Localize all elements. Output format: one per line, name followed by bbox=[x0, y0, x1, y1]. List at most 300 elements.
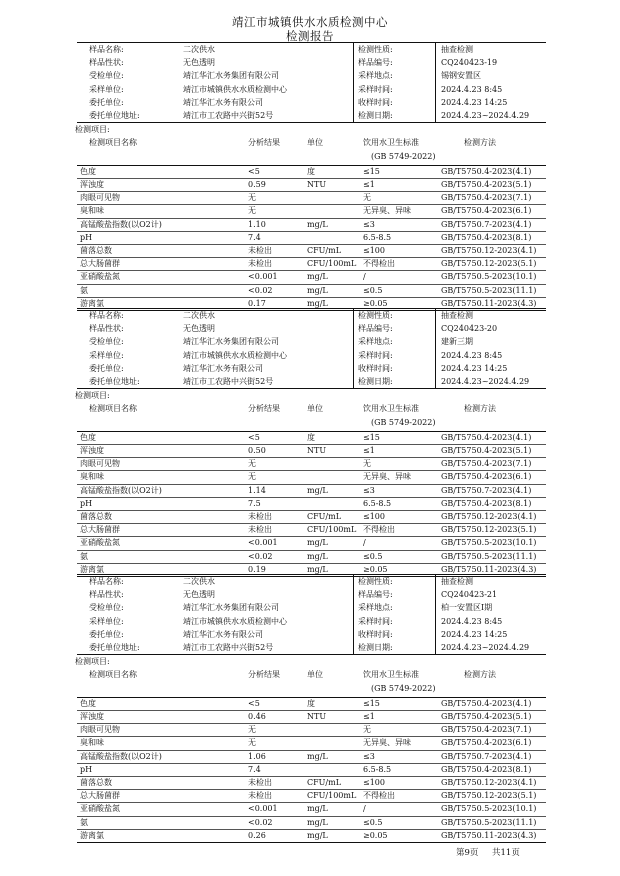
page-total: 共11页 bbox=[492, 848, 520, 858]
info-value-sampling-location: 柏一安置区Ⅰ期 bbox=[441, 603, 493, 613]
item-standard: ≤15 bbox=[363, 432, 380, 442]
item-unit: mg/L bbox=[307, 298, 328, 308]
item-result: <0.001 bbox=[248, 804, 278, 814]
item-method: GB/T5750.4-2023(7.1) bbox=[441, 459, 532, 469]
info-value-sampling-time: 2024.4.23 8:45 bbox=[441, 84, 503, 94]
item-name: 肉眼可见物 bbox=[80, 725, 120, 735]
item-standard: ≤15 bbox=[363, 166, 380, 176]
item-name: 高锰酸盐指数(以O2计) bbox=[80, 219, 162, 229]
item-name: 菌落总数 bbox=[80, 246, 112, 255]
result-row bbox=[77, 736, 546, 749]
item-name: 菌落总数 bbox=[80, 778, 112, 787]
page-number: 第9页 bbox=[456, 848, 479, 858]
item-name: 臭和味 bbox=[80, 206, 104, 216]
item-standard: 无异臭、异味 bbox=[363, 738, 411, 748]
info-label-test-date: 检测日期: bbox=[358, 643, 393, 652]
info-value-sample-state: 无色透明 bbox=[183, 590, 215, 600]
item-standard: 不得检出 bbox=[363, 525, 395, 535]
item-result: <5 bbox=[248, 166, 260, 176]
item-name: 浑浊度 bbox=[80, 712, 104, 721]
info-value-sample-no: CQ240423-19 bbox=[441, 58, 498, 68]
result-row bbox=[77, 191, 546, 204]
item-method: GB/T5750.11-2023(4.3) bbox=[441, 298, 537, 308]
item-standard: / bbox=[363, 538, 366, 548]
item-method: GB/T5750.4-2023(4.1) bbox=[441, 432, 532, 442]
result-row bbox=[77, 457, 546, 470]
item-unit: NTU bbox=[307, 446, 327, 455]
item-method: GB/T5750.4-2023(6.1) bbox=[441, 738, 532, 748]
info-row bbox=[77, 601, 546, 614]
item-standard: ≤100 bbox=[363, 246, 385, 255]
info-row bbox=[77, 83, 546, 96]
info-bottom-rule bbox=[77, 122, 546, 123]
item-standard: 6.5-8.5 bbox=[363, 764, 392, 774]
item-standard: ≤0.5 bbox=[363, 285, 383, 295]
item-method: GB/T5750.12-2023(5.1) bbox=[441, 259, 537, 269]
info-label-entrust-unit: 委托单位: bbox=[89, 629, 124, 639]
result-row bbox=[77, 816, 546, 829]
info-value-sample-no: CQ240423-20 bbox=[441, 324, 498, 334]
info-row bbox=[77, 375, 546, 388]
info-label-sampling-location: 采样地点: bbox=[358, 71, 393, 81]
info-label-receive-time: 收样时间: bbox=[358, 629, 393, 639]
item-unit: 度 bbox=[307, 698, 315, 708]
info-row bbox=[77, 309, 546, 322]
item-standard: ≤0.5 bbox=[363, 817, 383, 827]
header-standard-ref: (GB 5749-2022) bbox=[371, 151, 436, 161]
result-row bbox=[77, 284, 546, 297]
header-standard-ref: (GB 5749-2022) bbox=[371, 683, 436, 693]
info-label-entrust-address: 委托单位地址: bbox=[89, 377, 140, 386]
header-standard: 饮用水卫生标准 bbox=[363, 670, 419, 680]
info-value-sample-name: 二次供水 bbox=[183, 577, 215, 586]
info-label-sampling-unit: 采样单位: bbox=[89, 350, 124, 360]
info-value-client-unit: 靖江华汇水务集团有限公司 bbox=[183, 71, 279, 81]
info-value-test-nature: 抽查检测 bbox=[441, 311, 473, 320]
info-label-sampling-unit: 采样单位: bbox=[89, 84, 124, 94]
result-row bbox=[77, 710, 546, 723]
item-standard: 6.5-8.5 bbox=[363, 232, 392, 242]
item-method: GB/T5750.5-2023(11.1) bbox=[441, 285, 537, 295]
report-subtitle: 检测报告 bbox=[286, 29, 334, 43]
info-label-client-unit: 受检单位: bbox=[89, 337, 124, 347]
item-result: <5 bbox=[248, 432, 260, 442]
item-method: GB/T5750.5-2023(10.1) bbox=[441, 538, 537, 548]
item-name: pH bbox=[80, 764, 93, 774]
result-row bbox=[77, 697, 546, 710]
item-name: 浑浊度 bbox=[80, 180, 104, 189]
info-row bbox=[77, 43, 546, 56]
item-standard: 无 bbox=[363, 725, 371, 735]
item-unit: CFU/100mL bbox=[307, 525, 357, 535]
item-name: 游离氯 bbox=[80, 298, 104, 308]
item-name: pH bbox=[80, 232, 93, 242]
info-row bbox=[77, 628, 546, 641]
test-items-label: 检测项目: bbox=[75, 125, 110, 135]
item-result: 无 bbox=[248, 206, 256, 216]
item-unit: mg/L bbox=[307, 485, 328, 495]
item-name: 肉眼可见物 bbox=[80, 193, 120, 203]
item-standard: 无异臭、异味 bbox=[363, 206, 411, 216]
item-standard: 无 bbox=[363, 193, 371, 203]
sample-block bbox=[75, 574, 546, 840]
result-row bbox=[77, 204, 546, 217]
info-value-entrust-unit: 靖江华汇水务有限公司 bbox=[183, 363, 263, 373]
item-standard: ≤100 bbox=[363, 512, 385, 521]
header-standard: 饮用水卫生标准 bbox=[363, 404, 419, 414]
item-unit: mg/L bbox=[307, 804, 328, 814]
item-method: GB/T5750.4-2023(4.1) bbox=[441, 698, 532, 708]
item-name: pH bbox=[80, 498, 93, 508]
info-value-sample-no: CQ240423-21 bbox=[441, 590, 498, 600]
info-row bbox=[77, 109, 546, 122]
item-unit: mg/L bbox=[307, 830, 328, 840]
item-result: 1.14 bbox=[248, 485, 266, 495]
header-item-name: 检测项目名称 bbox=[89, 670, 137, 680]
item-result: 未检出 bbox=[248, 512, 272, 521]
test-items-label: 检测项目: bbox=[75, 391, 110, 401]
info-value-entrust-unit: 靖江华汇水务有限公司 bbox=[183, 97, 263, 107]
item-name: 臭和味 bbox=[80, 738, 104, 748]
item-unit: mg/L bbox=[307, 219, 328, 229]
item-name: 高锰酸盐指数(以O2计) bbox=[80, 751, 162, 761]
info-label-sample-state: 样品性状: bbox=[89, 58, 124, 68]
item-method: GB/T5750.4-2023(5.1) bbox=[441, 712, 532, 721]
item-result: 0.17 bbox=[248, 298, 266, 308]
info-label-sample-state: 样品性状: bbox=[89, 324, 124, 334]
item-standard: ≤1 bbox=[363, 712, 375, 721]
result-row bbox=[77, 484, 546, 497]
item-name: 亚硝酸盐氮 bbox=[80, 538, 120, 548]
item-method: GB/T5750.4-2023(5.1) bbox=[441, 446, 532, 455]
result-row bbox=[77, 444, 546, 457]
item-unit: mg/L bbox=[307, 538, 328, 548]
item-name: 氨 bbox=[80, 285, 88, 295]
item-name: 臭和味 bbox=[80, 472, 104, 482]
header-result: 分析结果 bbox=[248, 404, 280, 414]
info-value-sampling-time: 2024.4.23 8:45 bbox=[441, 616, 503, 626]
info-value-sampling-unit: 靖江市城镇供水水质检测中心 bbox=[183, 350, 287, 360]
item-method: GB/T5750.12-2023(4.1) bbox=[441, 246, 537, 255]
item-standard: / bbox=[363, 804, 366, 814]
info-label-sample-state: 样品性状: bbox=[89, 590, 124, 600]
item-method: GB/T5750.4-2023(6.1) bbox=[441, 472, 532, 482]
item-method: GB/T5750.11-2023(4.3) bbox=[441, 830, 537, 840]
item-result: 无 bbox=[248, 725, 256, 735]
item-result: 未检出 bbox=[248, 259, 272, 269]
item-name: 浑浊度 bbox=[80, 446, 104, 455]
info-column-rule bbox=[353, 308, 354, 388]
info-label-sample-name: 样品名称: bbox=[89, 577, 124, 586]
item-result: 无 bbox=[248, 472, 256, 482]
item-result: 未检出 bbox=[248, 791, 272, 801]
header-standard: 饮用水卫生标准 bbox=[363, 138, 419, 148]
item-result: <0.001 bbox=[248, 538, 278, 548]
item-unit: NTU bbox=[307, 712, 327, 721]
item-method: GB/T5750.4-2023(7.1) bbox=[441, 193, 532, 203]
item-standard: ≥0.05 bbox=[363, 564, 388, 574]
item-unit: 度 bbox=[307, 432, 315, 442]
item-name: 氨 bbox=[80, 551, 88, 561]
info-column-rule bbox=[353, 42, 354, 122]
result-row bbox=[77, 776, 546, 789]
info-label-sampling-location: 采样地点: bbox=[358, 603, 393, 613]
table-top-rule bbox=[77, 431, 546, 432]
item-unit: CFU/100mL bbox=[307, 791, 357, 801]
item-result: 7.4 bbox=[248, 232, 261, 242]
item-method: GB/T5750.4-2023(5.1) bbox=[441, 180, 532, 189]
header-item-name: 检测项目名称 bbox=[89, 404, 137, 414]
info-value-receive-time: 2024.4.23 14:25 bbox=[441, 629, 508, 639]
info-label-sample-no: 样品编号: bbox=[358, 590, 393, 600]
info-value-sampling-unit: 靖江市城镇供水水质检测中心 bbox=[183, 84, 287, 94]
info-label-sample-no: 样品编号: bbox=[358, 58, 393, 68]
item-name: 氨 bbox=[80, 817, 88, 827]
item-unit: NTU bbox=[307, 180, 327, 189]
item-result: 无 bbox=[248, 738, 256, 748]
item-standard: ≤1 bbox=[363, 446, 375, 455]
info-label-sample-no: 样品编号: bbox=[358, 324, 393, 334]
result-row bbox=[77, 523, 546, 536]
info-value-sample-state: 无色透明 bbox=[183, 58, 215, 68]
info-value-receive-time: 2024.4.23 14:25 bbox=[441, 363, 508, 373]
item-unit: mg/L bbox=[307, 817, 328, 827]
result-row bbox=[77, 178, 546, 191]
result-row bbox=[77, 536, 546, 549]
item-result: 无 bbox=[248, 193, 256, 203]
item-standard: 无异臭、异味 bbox=[363, 472, 411, 482]
info-value-entrust-address: 靖江市工农路中兴街52号 bbox=[183, 643, 274, 652]
item-unit: mg/L bbox=[307, 751, 328, 761]
info-value-entrust-unit: 靖江华汇水务有限公司 bbox=[183, 629, 263, 639]
info-column-rule bbox=[353, 574, 354, 654]
info-column-rule bbox=[435, 42, 436, 122]
result-row bbox=[77, 750, 546, 763]
info-label-sampling-location: 采样地点: bbox=[358, 337, 393, 347]
info-value-entrust-address: 靖江市工农路中兴街52号 bbox=[183, 111, 274, 120]
item-standard: 无 bbox=[363, 459, 371, 469]
item-standard: / bbox=[363, 272, 366, 282]
table-top-rule bbox=[77, 697, 546, 698]
item-result: <5 bbox=[248, 698, 260, 708]
item-name: 总大肠菌群 bbox=[80, 525, 120, 535]
result-row bbox=[77, 723, 546, 736]
info-row bbox=[77, 56, 546, 69]
item-standard: 不得检出 bbox=[363, 259, 395, 269]
item-method: GB/T5750.7-2023(4.1) bbox=[441, 485, 532, 495]
item-unit: CFU/100mL bbox=[307, 259, 357, 269]
item-method: GB/T5750.4-2023(8.1) bbox=[441, 498, 532, 508]
item-unit: CFU/mL bbox=[307, 778, 342, 787]
item-unit: mg/L bbox=[307, 564, 328, 574]
item-method: GB/T5750.5-2023(10.1) bbox=[441, 272, 537, 282]
item-method: GB/T5750.7-2023(4.1) bbox=[441, 219, 532, 229]
item-standard: ≤1 bbox=[363, 180, 375, 189]
item-name: 游离氯 bbox=[80, 830, 104, 840]
item-result: 7.4 bbox=[248, 764, 261, 774]
item-standard: ≤3 bbox=[363, 751, 375, 761]
item-standard: ≤100 bbox=[363, 778, 385, 787]
report-title: 靖江市城镇供水水质检测中心 bbox=[232, 15, 388, 29]
info-label-test-nature: 检测性质: bbox=[358, 45, 393, 54]
item-method: GB/T5750.5-2023(11.1) bbox=[441, 551, 537, 561]
header-result: 分析结果 bbox=[248, 670, 280, 680]
item-result: 未检出 bbox=[248, 246, 272, 255]
result-row bbox=[77, 257, 546, 270]
info-value-receive-time: 2024.4.23 14:25 bbox=[441, 97, 508, 107]
block-bottom-rule bbox=[77, 842, 546, 843]
result-row bbox=[77, 763, 546, 776]
table-top-rule bbox=[77, 165, 546, 166]
info-value-sampling-unit: 靖江市城镇供水水质检测中心 bbox=[183, 616, 287, 626]
info-value-sample-name: 二次供水 bbox=[183, 45, 215, 54]
item-result: 0.19 bbox=[248, 564, 266, 574]
info-row bbox=[77, 362, 546, 375]
header-unit: 单位 bbox=[307, 138, 323, 148]
result-row bbox=[77, 231, 546, 244]
item-result: 1.06 bbox=[248, 751, 266, 761]
item-method: GB/T5750.4-2023(4.1) bbox=[441, 166, 532, 176]
item-unit: CFU/mL bbox=[307, 246, 342, 255]
info-row bbox=[77, 575, 546, 588]
test-items-label: 检测项目: bbox=[75, 657, 110, 667]
item-name: 高锰酸盐指数(以O2计) bbox=[80, 485, 162, 495]
result-row bbox=[77, 165, 546, 178]
info-label-test-nature: 检测性质: bbox=[358, 311, 393, 320]
info-column-rule bbox=[435, 574, 436, 654]
result-row bbox=[77, 510, 546, 523]
info-value-sampling-location: 建新三期 bbox=[441, 337, 473, 347]
info-column-rule bbox=[435, 308, 436, 388]
item-method: GB/T5750.11-2023(4.3) bbox=[441, 564, 537, 574]
item-result: 未检出 bbox=[248, 525, 272, 535]
item-result: <0.02 bbox=[248, 551, 273, 561]
item-name: 色度 bbox=[80, 166, 96, 176]
item-result: 无 bbox=[248, 459, 256, 469]
sample-block bbox=[75, 308, 546, 574]
info-bottom-rule bbox=[77, 388, 546, 389]
info-label-sample-name: 样品名称: bbox=[89, 311, 124, 320]
item-method: GB/T5750.4-2023(7.1) bbox=[441, 725, 532, 735]
header-method: 检测方法 bbox=[464, 404, 496, 414]
item-method: GB/T5750.12-2023(5.1) bbox=[441, 791, 537, 801]
item-result: 0.26 bbox=[248, 830, 266, 840]
info-label-receive-time: 收样时间: bbox=[358, 363, 393, 373]
item-name: 色度 bbox=[80, 432, 96, 442]
info-label-entrust-unit: 委托单位: bbox=[89, 363, 124, 373]
info-value-test-nature: 抽查检测 bbox=[441, 45, 473, 54]
item-standard: ≥0.05 bbox=[363, 298, 388, 308]
info-row bbox=[77, 335, 546, 348]
item-unit: CFU/mL bbox=[307, 512, 342, 521]
item-name: 肉眼可见物 bbox=[80, 459, 120, 469]
item-result: 0.46 bbox=[248, 712, 266, 721]
info-value-sampling-time: 2024.4.23 8:45 bbox=[441, 350, 503, 360]
item-method: GB/T5750.4-2023(8.1) bbox=[441, 232, 532, 242]
item-standard: ≥0.05 bbox=[363, 830, 388, 840]
item-method: GB/T5750.5-2023(10.1) bbox=[441, 804, 537, 814]
item-result: 0.59 bbox=[248, 180, 266, 189]
item-name: 亚硝酸盐氮 bbox=[80, 804, 120, 814]
item-standard: ≤3 bbox=[363, 219, 375, 229]
item-name: 总大肠菌群 bbox=[80, 259, 120, 269]
item-standard: ≤0.5 bbox=[363, 551, 383, 561]
item-unit: mg/L bbox=[307, 285, 328, 295]
info-row bbox=[77, 322, 546, 335]
item-standard: 6.5-8.5 bbox=[363, 498, 392, 508]
info-label-sampling-time: 采样时间: bbox=[358, 616, 393, 626]
item-method: GB/T5750.12-2023(4.1) bbox=[441, 512, 537, 521]
info-row bbox=[77, 69, 546, 82]
item-name: 总大肠菌群 bbox=[80, 791, 120, 801]
info-label-sampling-time: 采样时间: bbox=[358, 350, 393, 360]
result-row bbox=[77, 270, 546, 283]
result-row bbox=[77, 497, 546, 510]
info-value-sample-state: 无色透明 bbox=[183, 324, 215, 334]
item-name: 游离氯 bbox=[80, 564, 104, 574]
info-value-test-nature: 抽查检测 bbox=[441, 577, 473, 586]
result-row bbox=[77, 218, 546, 231]
header-unit: 单位 bbox=[307, 404, 323, 414]
header-standard-ref: (GB 5749-2022) bbox=[371, 417, 436, 427]
info-label-sampling-time: 采样时间: bbox=[358, 84, 393, 94]
header-item-name: 检测项目名称 bbox=[89, 138, 137, 148]
info-label-entrust-address: 委托单位地址: bbox=[89, 643, 140, 652]
info-row bbox=[77, 349, 546, 362]
item-method: GB/T5750.7-2023(4.1) bbox=[441, 751, 532, 761]
item-result: 0.50 bbox=[248, 446, 266, 455]
item-method: GB/T5750.12-2023(5.1) bbox=[441, 525, 537, 535]
info-row bbox=[77, 641, 546, 654]
item-result: <0.02 bbox=[248, 285, 273, 295]
info-value-test-date: 2024.4.23~2024.4.29 bbox=[441, 377, 530, 386]
result-row bbox=[77, 244, 546, 257]
item-unit: 度 bbox=[307, 166, 315, 176]
header-unit: 单位 bbox=[307, 670, 323, 680]
info-label-receive-time: 收样时间: bbox=[358, 97, 393, 107]
info-value-sample-name: 二次供水 bbox=[183, 311, 215, 320]
info-value-client-unit: 靖江华汇水务集团有限公司 bbox=[183, 603, 279, 613]
header-method: 检测方法 bbox=[464, 670, 496, 680]
info-label-sampling-unit: 采样单位: bbox=[89, 616, 124, 626]
info-label-entrust-unit: 委托单位: bbox=[89, 97, 124, 107]
info-value-test-date: 2024.4.23~2024.4.29 bbox=[441, 643, 530, 652]
info-row bbox=[77, 96, 546, 109]
item-result: 1.10 bbox=[248, 219, 266, 229]
item-unit: mg/L bbox=[307, 272, 328, 282]
result-row bbox=[77, 829, 546, 842]
item-method: GB/T5750.4-2023(8.1) bbox=[441, 764, 532, 774]
header-method: 检测方法 bbox=[464, 138, 496, 148]
info-bottom-rule bbox=[77, 654, 546, 655]
info-label-test-nature: 检测性质: bbox=[358, 577, 393, 586]
result-row bbox=[77, 431, 546, 444]
result-row bbox=[77, 789, 546, 802]
item-method: GB/T5750.4-2023(6.1) bbox=[441, 206, 532, 216]
result-row bbox=[77, 550, 546, 563]
info-value-entrust-address: 靖江市工农路中兴街52号 bbox=[183, 377, 274, 386]
item-name: 亚硝酸盐氮 bbox=[80, 272, 120, 282]
result-row bbox=[77, 802, 546, 815]
info-label-sample-name: 样品名称: bbox=[89, 45, 124, 54]
item-name: 菌落总数 bbox=[80, 512, 112, 521]
info-row bbox=[77, 615, 546, 628]
item-unit: mg/L bbox=[307, 551, 328, 561]
item-result: <0.02 bbox=[248, 817, 273, 827]
info-value-test-date: 2024.4.23~2024.4.29 bbox=[441, 111, 530, 120]
item-method: GB/T5750.12-2023(4.1) bbox=[441, 778, 537, 787]
info-value-sampling-location: 锡钢安置区 bbox=[441, 71, 481, 81]
